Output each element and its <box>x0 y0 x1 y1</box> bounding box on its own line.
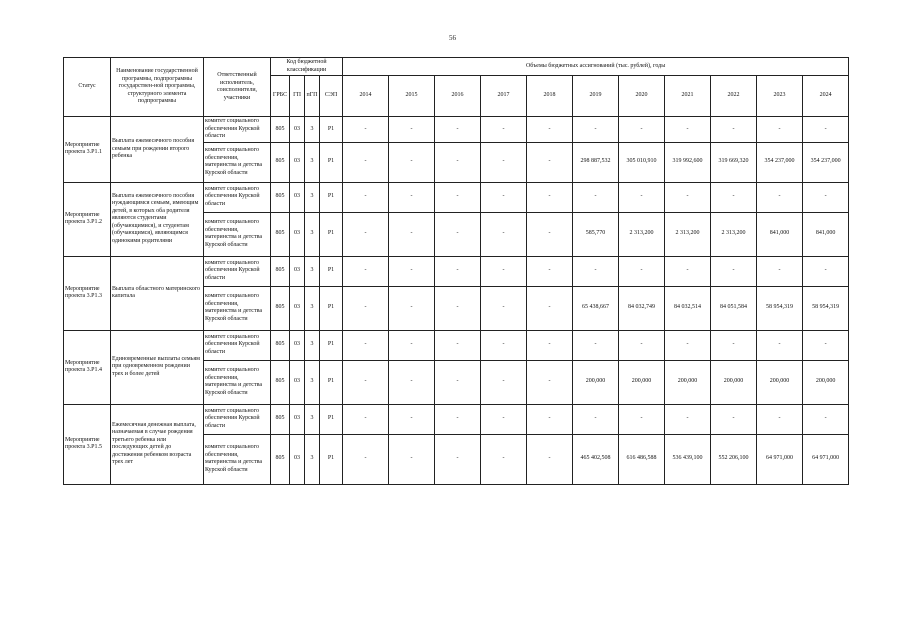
header-code-1: ГРБС <box>271 76 290 117</box>
row-value-2021: 84 032,514 <box>665 286 711 330</box>
row-value-2014: - <box>343 360 389 404</box>
row-value-2018: - <box>527 286 573 330</box>
row-code-3: 3 <box>305 142 320 182</box>
row-code-4: Р1 <box>320 360 343 404</box>
row-code-4: Р1 <box>320 256 343 286</box>
row-value-2018: - <box>527 404 573 434</box>
row-code-4: Р1 <box>320 404 343 434</box>
row-code-2: 03 <box>290 256 305 286</box>
header-budget-group: Объемы бюджетных ассигнований (тыс. рублей), годы <box>343 58 849 76</box>
header-year-2022: 2022 <box>711 76 757 117</box>
row-code-2: 03 <box>290 404 305 434</box>
row-value-2014: - <box>343 212 389 256</box>
row-code-1: 805 <box>271 256 290 286</box>
row-value-2018: - <box>527 212 573 256</box>
row-value-2014: - <box>343 330 389 360</box>
row-executor: комитет социального обеспечения Курской области <box>204 404 271 434</box>
row-code-3: 3 <box>305 286 320 330</box>
row-code-2: 03 <box>290 360 305 404</box>
row-value-2023: - <box>757 256 803 286</box>
row-value-2015: - <box>389 212 435 256</box>
row-value-2021: 200,000 <box>665 360 711 404</box>
row-status: Мероприятие проекта 3.Р1.2 <box>64 182 111 256</box>
row-value-2019: 298 887,532 <box>573 142 619 182</box>
row-value-2017: - <box>481 212 527 256</box>
row-value-2020: 200,000 <box>619 360 665 404</box>
row-value-2024: - <box>803 256 849 286</box>
row-executor: комитет социального обеспечения, материнства и детства Курской области <box>204 360 271 404</box>
row-value-2017: - <box>481 434 527 484</box>
row-value-2017: - <box>481 182 527 212</box>
row-value-2016: - <box>435 434 481 484</box>
row-executor: комитет социального обеспечения Курской области <box>204 256 271 286</box>
row-value-2021: - <box>665 404 711 434</box>
row-value-2017: - <box>481 117 527 143</box>
header-name: Наименование государственной программы, подпрограммы государствен-ной программы, структурного элемента подпрограммы <box>111 58 204 117</box>
row-value-2019: - <box>573 330 619 360</box>
row-code-3: 3 <box>305 117 320 143</box>
row-value-2019: 65 438,667 <box>573 286 619 330</box>
row-code-3: 3 <box>305 182 320 212</box>
row-executor: комитет социального обеспечения Курской области <box>204 182 271 212</box>
row-value-2018: - <box>527 117 573 143</box>
row-value-2022: 552 206,100 <box>711 434 757 484</box>
row-value-2016: - <box>435 117 481 143</box>
row-executor: комитет социального обеспечения, материнства и детства Курской области <box>204 286 271 330</box>
row-status: Мероприятие проекта 3.Р1.5 <box>64 404 111 484</box>
row-value-2022: - <box>711 330 757 360</box>
row-value-2024: 841,000 <box>803 212 849 256</box>
row-value-2022: - <box>711 256 757 286</box>
row-code-3: 3 <box>305 360 320 404</box>
row-value-2019: - <box>573 182 619 212</box>
row-code-4: Р1 <box>320 330 343 360</box>
row-value-2017: - <box>481 360 527 404</box>
table-body <box>64 117 849 485</box>
row-value-2017: - <box>481 404 527 434</box>
header-year-2020: 2020 <box>619 76 665 117</box>
row-value-2015: - <box>389 117 435 143</box>
row-value-2019: 200,000 <box>573 360 619 404</box>
header-code-group: Код бюджетной классификации <box>271 58 343 76</box>
table-row <box>64 182 849 212</box>
row-code-2: 03 <box>290 286 305 330</box>
row-value-2020: 305 010,910 <box>619 142 665 182</box>
row-code-1: 805 <box>271 286 290 330</box>
header-year-2016: 2016 <box>435 76 481 117</box>
row-code-2: 03 <box>290 330 305 360</box>
header-year-2023: 2023 <box>757 76 803 117</box>
header-year-2018: 2018 <box>527 76 573 117</box>
row-name: Выплата областного материнского капитала <box>111 256 204 330</box>
row-value-2019: - <box>573 404 619 434</box>
row-value-2018: - <box>527 182 573 212</box>
row-value-2018: - <box>527 360 573 404</box>
row-value-2015: - <box>389 404 435 434</box>
row-code-1: 805 <box>271 434 290 484</box>
row-value-2017: - <box>481 256 527 286</box>
row-name: Ежемесячная денежная выплата, назначаемая в случае рождения третьего ребенка или последующих детей до достижения ребенком возраста трех лет <box>111 404 204 484</box>
row-value-2015: - <box>389 330 435 360</box>
row-value-2018: - <box>527 256 573 286</box>
row-value-2021: - <box>665 117 711 143</box>
row-value-2021: - <box>665 256 711 286</box>
row-value-2020: - <box>619 182 665 212</box>
row-value-2020: 616 486,588 <box>619 434 665 484</box>
row-value-2022: - <box>711 182 757 212</box>
row-value-2015: - <box>389 286 435 330</box>
row-name: Единовременные выплаты семьям при одновременном рождении трех и более детей <box>111 330 204 404</box>
row-value-2018: - <box>527 434 573 484</box>
row-value-2016: - <box>435 256 481 286</box>
header-status: Статус <box>64 58 111 117</box>
row-value-2016: - <box>435 182 481 212</box>
row-value-2020: - <box>619 404 665 434</box>
row-code-1: 805 <box>271 182 290 212</box>
row-value-2022: 200,000 <box>711 360 757 404</box>
row-value-2024: 58 954,319 <box>803 286 849 330</box>
header-year-2021: 2021 <box>665 76 711 117</box>
row-executor: комитет социального обеспечения, материнства и детства Курской области <box>204 434 271 484</box>
table-row <box>64 256 849 286</box>
row-value-2024: - <box>803 330 849 360</box>
row-value-2022: - <box>711 404 757 434</box>
row-value-2019: - <box>573 256 619 286</box>
row-code-4: Р1 <box>320 182 343 212</box>
row-value-2021: 2 313,200 <box>665 212 711 256</box>
row-value-2021: 536 439,100 <box>665 434 711 484</box>
row-value-2014: - <box>343 117 389 143</box>
row-status: Мероприятие проекта 3.Р1.3 <box>64 256 111 330</box>
row-code-4: Р1 <box>320 286 343 330</box>
row-code-1: 805 <box>271 212 290 256</box>
row-code-4: Р1 <box>320 434 343 484</box>
row-value-2022: 84 051,584 <box>711 286 757 330</box>
header-executor: Ответственный исполнитель, соисполнители, участники <box>204 58 271 117</box>
row-status: Мероприятие проекта 3.Р1.4 <box>64 330 111 404</box>
row-value-2019: 585,770 <box>573 212 619 256</box>
row-value-2015: - <box>389 182 435 212</box>
row-value-2023: - <box>757 182 803 212</box>
row-code-3: 3 <box>305 434 320 484</box>
row-value-2015: - <box>389 434 435 484</box>
header-year-2024: 2024 <box>803 76 849 117</box>
row-value-2015: - <box>389 142 435 182</box>
row-code-4: Р1 <box>320 212 343 256</box>
row-value-2023: 58 954,319 <box>757 286 803 330</box>
row-value-2023: 64 971,000 <box>757 434 803 484</box>
row-value-2014: - <box>343 434 389 484</box>
row-code-3: 3 <box>305 256 320 286</box>
row-value-2014: - <box>343 256 389 286</box>
row-value-2017: - <box>481 142 527 182</box>
row-code-1: 805 <box>271 330 290 360</box>
row-value-2015: - <box>389 256 435 286</box>
row-value-2023: 841,000 <box>757 212 803 256</box>
row-executor: комитет социального обеспечения, материнства и детства Курской области <box>204 212 271 256</box>
row-value-2014: - <box>343 142 389 182</box>
row-value-2021: 319 992,600 <box>665 142 711 182</box>
row-value-2024: 200,000 <box>803 360 849 404</box>
row-value-2024: 354 237,000 <box>803 142 849 182</box>
row-value-2016: - <box>435 360 481 404</box>
row-value-2014: - <box>343 286 389 330</box>
row-code-4: Р1 <box>320 117 343 143</box>
header-code-2: ГП <box>290 76 305 117</box>
row-code-4: Р1 <box>320 142 343 182</box>
row-code-3: 3 <box>305 212 320 256</box>
row-code-1: 805 <box>271 142 290 182</box>
header-year-2014: 2014 <box>343 76 389 117</box>
row-value-2020: - <box>619 256 665 286</box>
row-value-2021: - <box>665 330 711 360</box>
row-value-2019: - <box>573 117 619 143</box>
row-value-2024: - <box>803 404 849 434</box>
row-value-2020: 84 032,749 <box>619 286 665 330</box>
row-value-2020: - <box>619 330 665 360</box>
row-code-1: 805 <box>271 117 290 143</box>
header-year-2019: 2019 <box>573 76 619 117</box>
row-value-2024: - <box>803 182 849 212</box>
table-header <box>64 58 849 117</box>
row-value-2017: - <box>481 330 527 360</box>
row-value-2023: - <box>757 117 803 143</box>
row-value-2020: 2 313,200 <box>619 212 665 256</box>
page-number: 56 <box>449 34 456 42</box>
row-value-2014: - <box>343 182 389 212</box>
row-value-2018: - <box>527 142 573 182</box>
row-value-2017: - <box>481 286 527 330</box>
row-code-2: 03 <box>290 117 305 143</box>
row-value-2023: 354 237,000 <box>757 142 803 182</box>
row-value-2022: 319 669,320 <box>711 142 757 182</box>
table-row <box>64 404 849 434</box>
row-code-3: 3 <box>305 404 320 434</box>
row-status: Мероприятие проекта 3.Р1.1 <box>64 117 111 183</box>
header-year-2017: 2017 <box>481 76 527 117</box>
table-row <box>64 117 849 143</box>
row-value-2021: - <box>665 182 711 212</box>
row-code-2: 03 <box>290 212 305 256</box>
row-value-2016: - <box>435 212 481 256</box>
row-value-2023: - <box>757 330 803 360</box>
row-value-2018: - <box>527 330 573 360</box>
row-name: Выплата ежемесячного пособия семьям при рождении второго ребенка <box>111 117 204 183</box>
row-code-1: 805 <box>271 360 290 404</box>
budget-table <box>63 57 849 485</box>
row-value-2016: - <box>435 286 481 330</box>
row-value-2019: 465 402,508 <box>573 434 619 484</box>
row-value-2020: - <box>619 117 665 143</box>
row-value-2024: 64 971,000 <box>803 434 849 484</box>
row-name: Выплата ежемесячного пособия нуждающимся семьям, имеющим детей, в которых оба родителя являются студентами (обучающимися), и студентам (обучающимся), являющимся одинокими родителями <box>111 182 204 256</box>
row-executor: комитет социального обеспечения Курской области <box>204 117 271 143</box>
header-year-2015: 2015 <box>389 76 435 117</box>
row-executor: комитет социального обеспечения Курской области <box>204 330 271 360</box>
row-value-2016: - <box>435 142 481 182</box>
row-executor: комитет социального обеспечения, материнства и детства Курской области <box>204 142 271 182</box>
row-code-3: 3 <box>305 330 320 360</box>
row-code-2: 03 <box>290 182 305 212</box>
row-code-2: 03 <box>290 434 305 484</box>
row-value-2015: - <box>389 360 435 404</box>
row-code-1: 805 <box>271 404 290 434</box>
row-value-2022: - <box>711 117 757 143</box>
header-code-4: СЭП <box>320 76 343 117</box>
row-value-2024: - <box>803 117 849 143</box>
header-code-3: пГП <box>305 76 320 117</box>
row-value-2022: 2 313,200 <box>711 212 757 256</box>
row-value-2014: - <box>343 404 389 434</box>
row-value-2023: - <box>757 404 803 434</box>
row-value-2016: - <box>435 330 481 360</box>
row-value-2016: - <box>435 404 481 434</box>
table-row <box>64 330 849 360</box>
row-code-2: 03 <box>290 142 305 182</box>
row-value-2023: 200,000 <box>757 360 803 404</box>
